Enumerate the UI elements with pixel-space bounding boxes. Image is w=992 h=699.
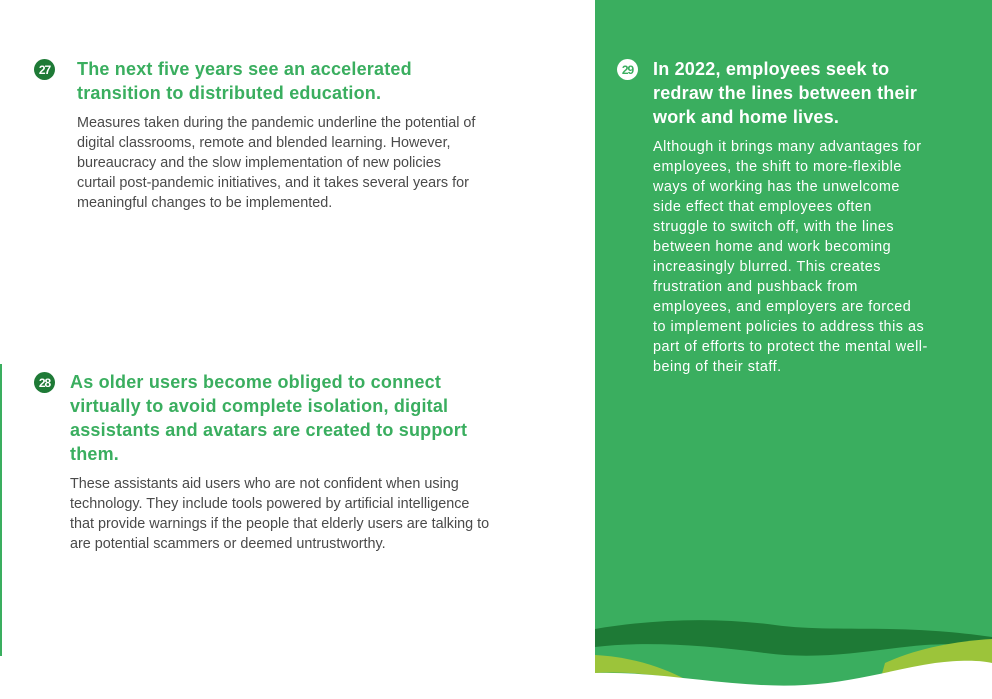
decorative-waves <box>595 619 992 699</box>
item-body-27: Measures taken during the pandemic underline the potential of digital classrooms, remote and blended learning. However, bureaucracy and the slow implementation of new policies curtail post-pandemic initiatives, and it takes several years for meaningful changes to be implemented. <box>77 115 476 211</box>
item-number-badge-27: 27 <box>34 59 55 80</box>
item-body-29: Although it brings many advantages for employees, the shift to more-flexible ways of working has the unwelcome side effect that employees often struggle to switch off, with the lines between home and work becoming increasingly blurred. This creates frustration and pushback from employees, and employers are forced to implement policies to address this as part of efforts to protect the mental well-being of their staff. <box>653 139 928 375</box>
left-accent-rule <box>0 364 2 656</box>
item-number-badge-28: 28 <box>34 372 55 393</box>
item-heading-29: In 2022, employees seek to redraw the lines between their work and home lives. <box>653 59 918 127</box>
highlight-panel <box>595 0 992 699</box>
item-number-badge-29: 29 <box>617 59 638 80</box>
item-heading-27: The next five years see an accelerated transition to distributed education. <box>77 59 412 103</box>
item-heading-28: As older users become obliged to connect virtually to avoid complete isolation, digital assistants and avatars are created to support them. <box>70 372 468 464</box>
item-body-28: These assistants aid users who are not confident when using technology. They include tools powered by artificial intelligence that provide warnings if the people that elderly users are talking to are potential scammers or deemed untrustworthy. <box>70 476 490 552</box>
